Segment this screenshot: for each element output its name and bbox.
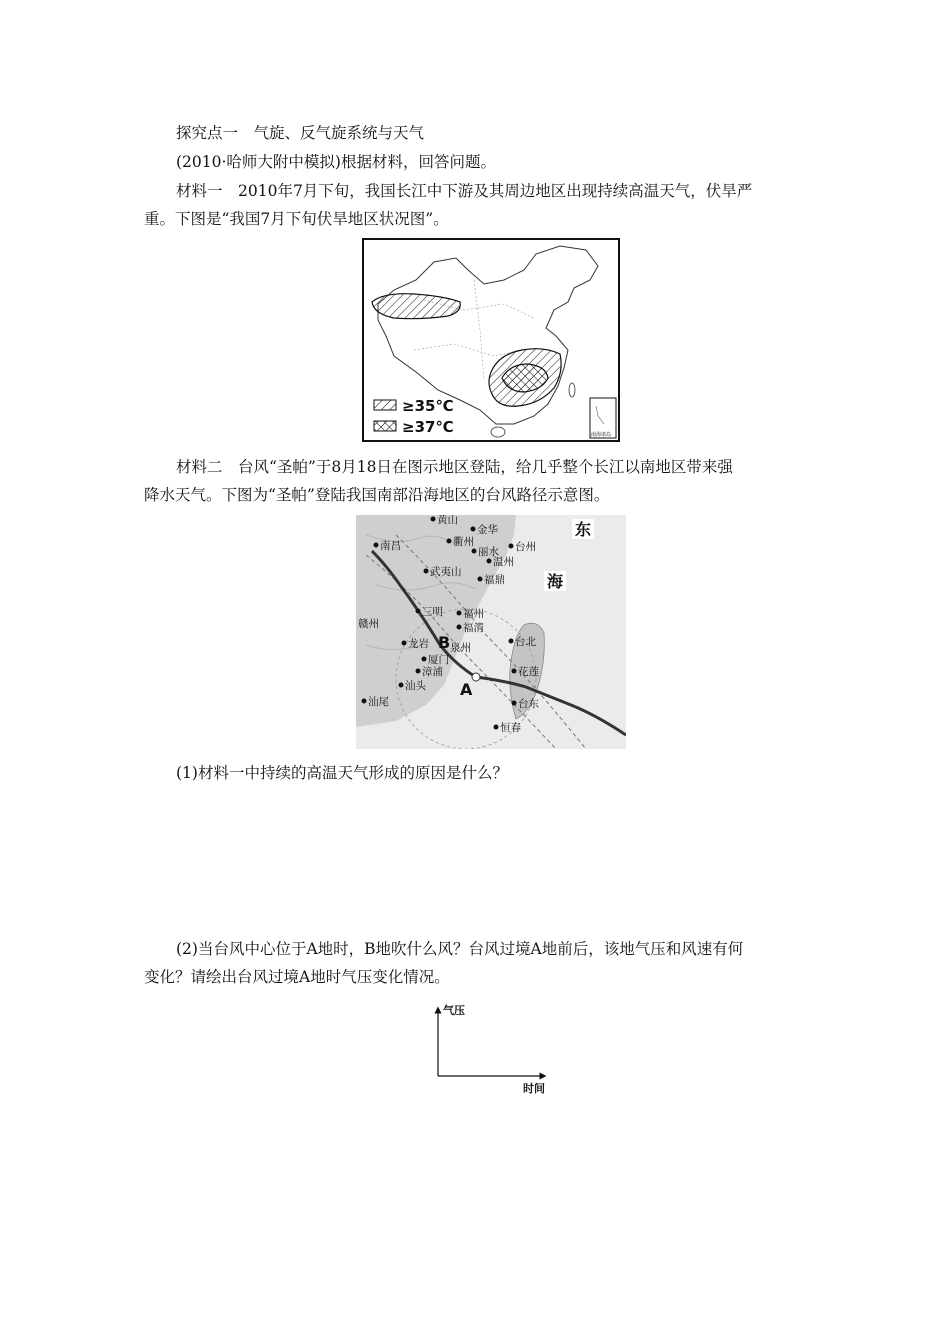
place-fuding: 福鼎 (484, 574, 505, 586)
place-quzhou: 衢州 (453, 536, 474, 548)
place-quanzhou: 泉州 (450, 642, 471, 654)
place-sanming: 三明 (422, 606, 443, 618)
source-line: (2010·哈师大附中模拟)根据材料，回答问题。 (176, 153, 496, 171)
inset-label: 南海诸岛 (591, 432, 612, 438)
place-longyan: 龙岩 (408, 638, 429, 650)
place-hengchun: 恒春 (500, 722, 521, 734)
material1-line1: 材料一 2010年7月下旬，我国长江中下游及其周边地区出现持续高温天气，伏旱严 (176, 182, 753, 200)
section-title: 探究点一 气旋、反气旋系统与天气 (176, 124, 425, 142)
place-wenzhou: 温州 (493, 556, 514, 568)
material2-line2: 降水天气。下图为“圣帕”登陆我国南部沿海地区的台风路径示意图。 (144, 486, 610, 504)
legend-37: ≥37℃ (402, 418, 454, 436)
place-taizhou: 台州 (515, 541, 536, 553)
material1-line2: 重。下图是“我国7月下旬伏旱地区状况图”。 (144, 210, 449, 228)
place-lishui: 丽水 (478, 546, 499, 558)
typhoon-path-map (356, 515, 626, 749)
question-1: (1)材料一中持续的高温天气形成的原因是什么？ (176, 764, 508, 782)
place-fuqing: 福清 (463, 622, 484, 634)
y-axis-label: 气压 (443, 1004, 465, 1017)
place-taitung: 台东 (518, 698, 539, 710)
point-label-a: A (460, 680, 473, 699)
sea-label-east: 东 (575, 520, 592, 539)
place-nanchang: 南昌 (380, 540, 401, 552)
question-2-line1: (2)当台风中心位于A地时，B地吹什么风？台风过境A地前后，该地气压和风速有何 (176, 940, 744, 958)
place-ganzhou: 赣州 (358, 618, 379, 630)
legend-35: ≥35℃ (402, 397, 454, 415)
place-jinhua: 金华 (477, 524, 498, 536)
place-fuzhou: 福州 (463, 608, 484, 620)
place-zhangpu: 漳浦 (422, 666, 443, 678)
place-taipei: 台北 (515, 636, 536, 648)
hatch-region-west (372, 294, 460, 319)
question-2-line2: 变化？请绘出台风过境A地时气压变化情况。 (144, 968, 450, 986)
place-hualien: 花莲 (518, 666, 539, 678)
material2-line1: 材料二 台风“圣帕”于8月18日在图示地区登陆，给几乎整个长江以南地区带来强 (176, 458, 733, 476)
place-wuyishan: 武夷山 (430, 566, 462, 578)
place-xiamen: 厦门 (428, 654, 449, 666)
x-axis-label: 时间 (523, 1082, 545, 1095)
point-label-b: B (438, 633, 451, 652)
place-huangshan: 黄山 (437, 515, 458, 526)
pressure-time-axis (425, 1002, 555, 1097)
china-drought-map (362, 238, 620, 442)
sea-label-sea: 海 (547, 572, 564, 591)
place-shantou: 汕头 (405, 680, 426, 692)
place-shanwei: 汕尾 (368, 696, 389, 708)
